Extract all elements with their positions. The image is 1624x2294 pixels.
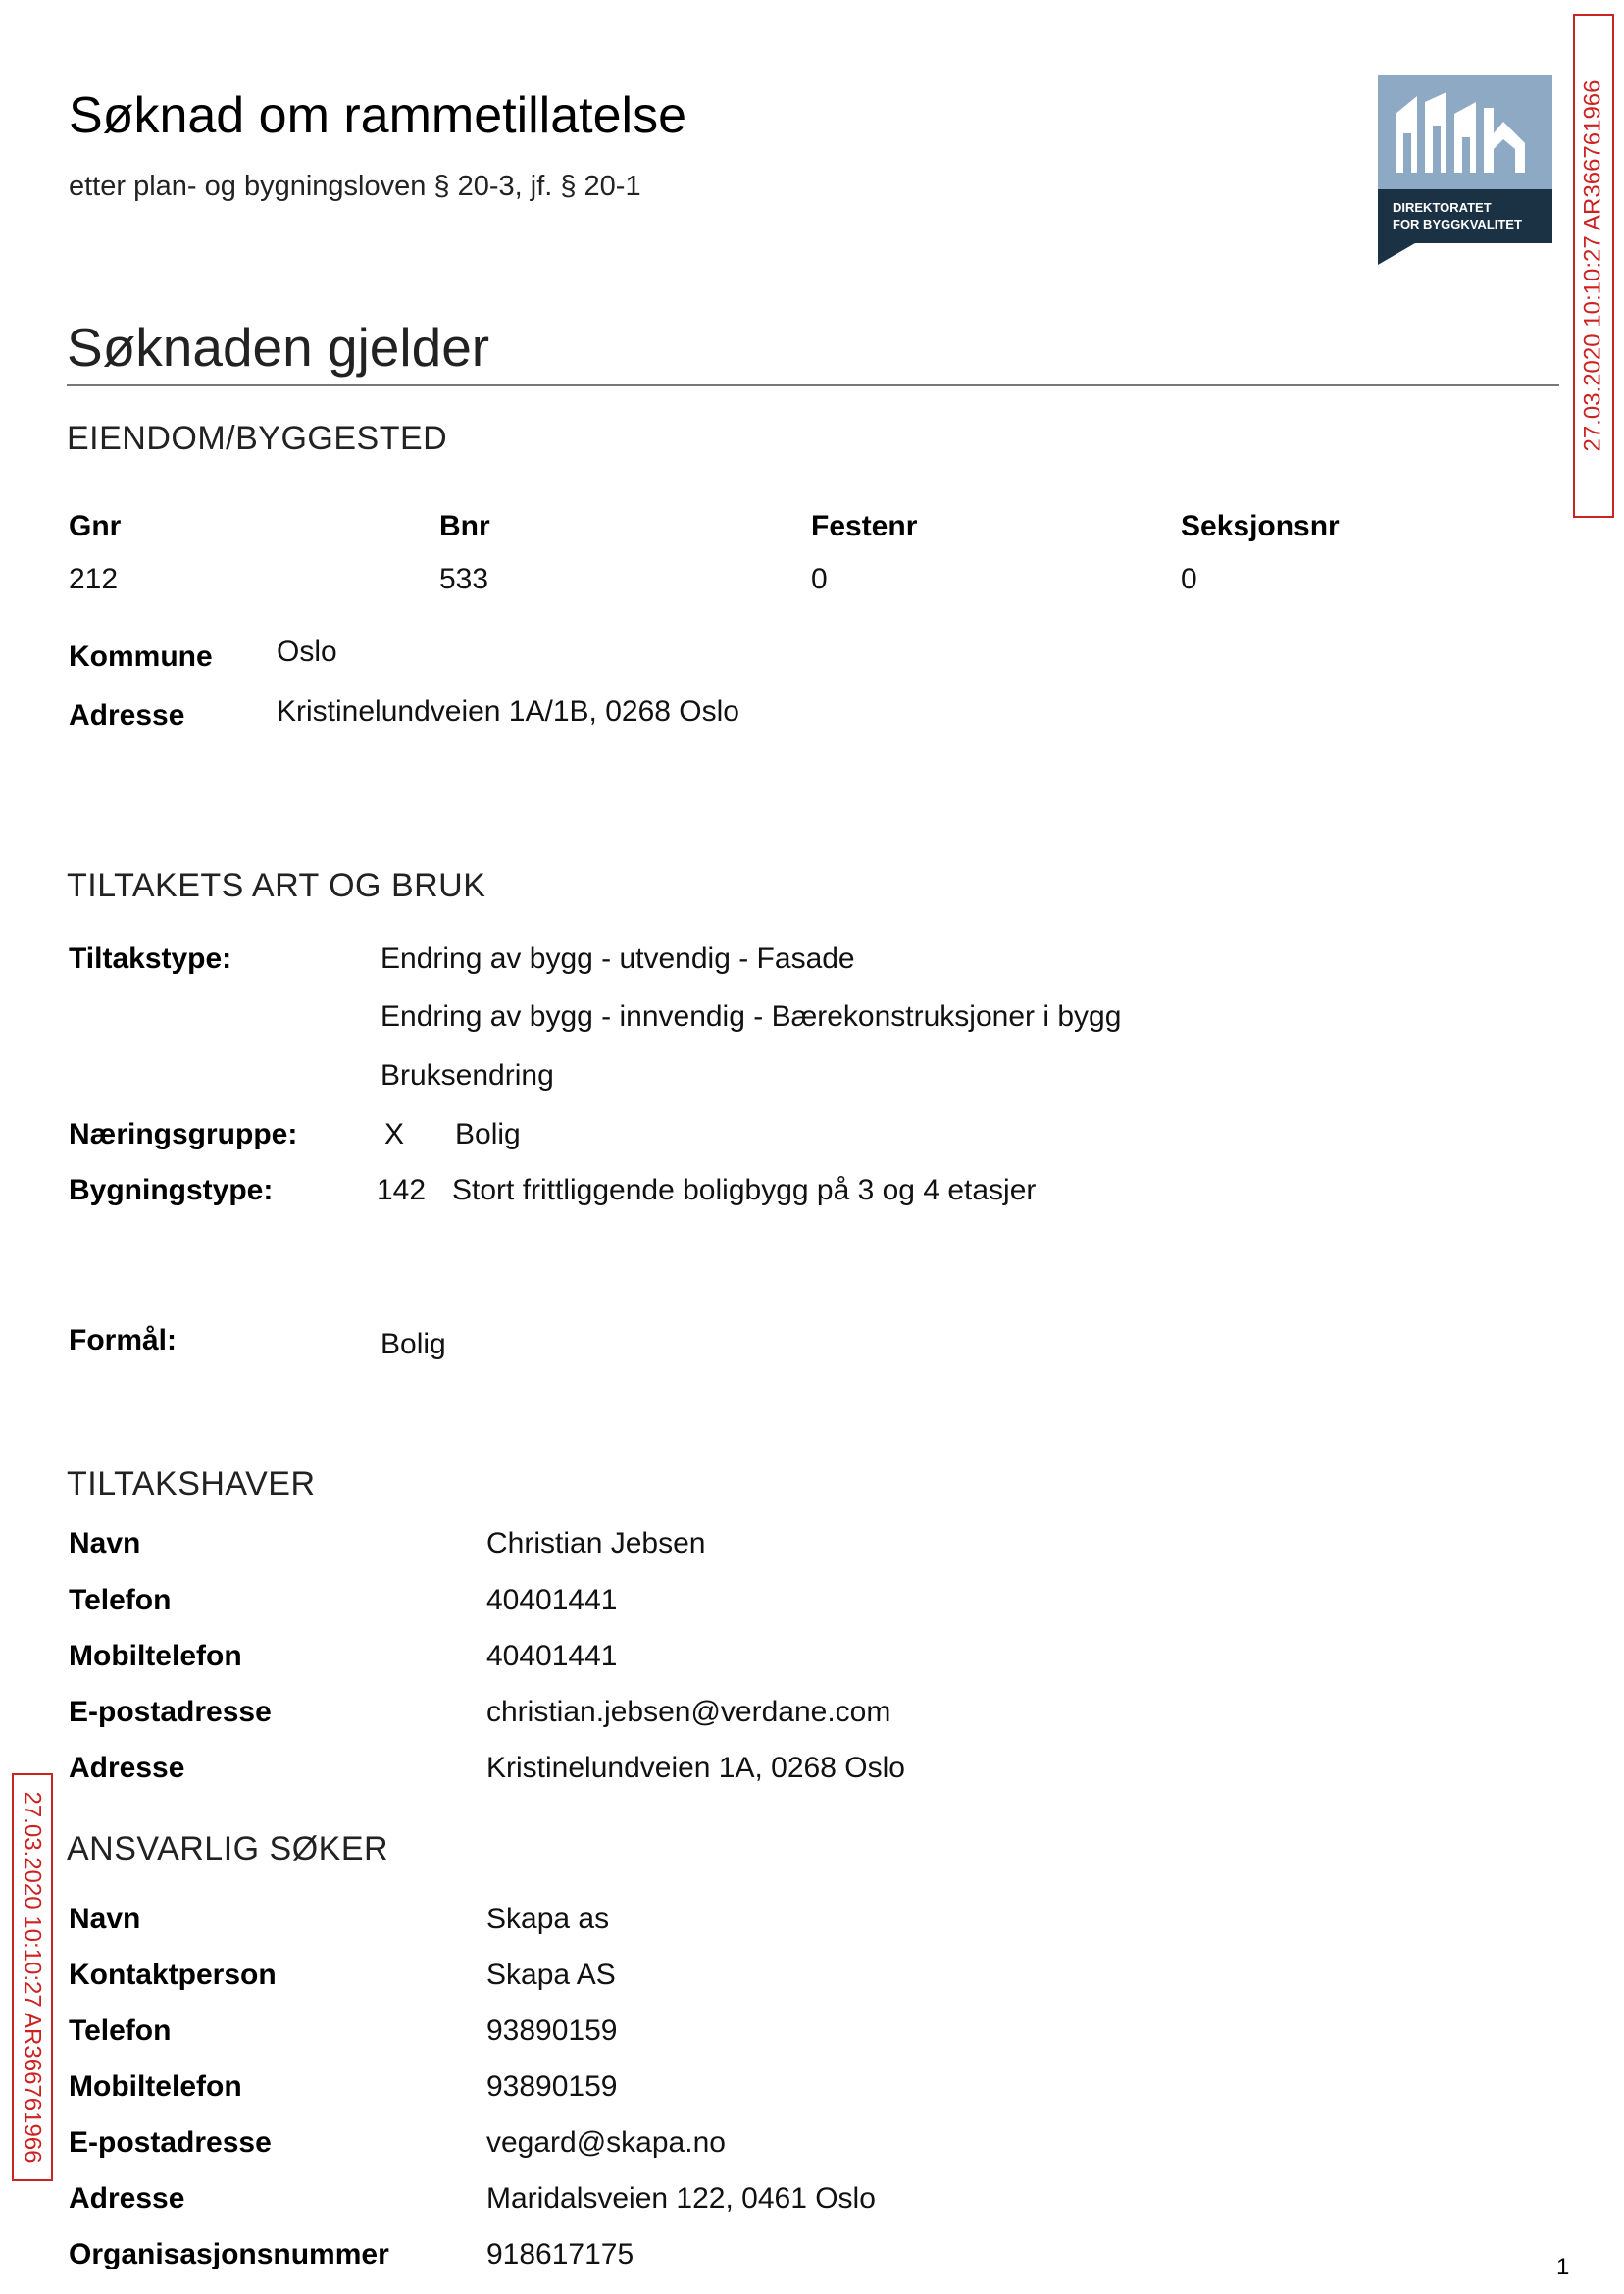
tiltakshaver-label: Telefon (69, 1584, 172, 1616)
timestamp-stamp-right: 27.03.2020 10:10:27 AR366761966 (1573, 14, 1614, 518)
logo-text-line1: DIREKTORATET (1393, 200, 1492, 215)
label-naeringsgruppe: Næringsgruppe: (69, 1118, 298, 1150)
tiltakstype-item: Bruksendring (381, 1059, 554, 1092)
value-bnr: 533 (439, 563, 489, 595)
tiltakshaver-value: 40401441 (486, 1640, 618, 1672)
tiltakshaver-label: E-postadresse (69, 1696, 272, 1728)
heading-tiltakshaver: TILTAKSHAVER (67, 1465, 316, 1503)
soker-value: 918617175 (486, 2238, 634, 2270)
logo-text-line2: FOR BYGGKVALITET (1393, 217, 1522, 231)
tiltakstype-item: Endring av bygg - utvendig - Fasade (381, 943, 855, 975)
naeringsgruppe-code: X (384, 1118, 405, 1150)
bygningstype-value: Stort frittliggende boligbygg på 3 og 4 etasjer (452, 1174, 1037, 1206)
tiltakstype-item: Endring av bygg - innvendig - Bærekonstruksjoner i bygg (381, 1000, 1122, 1033)
soker-label: Organisasjonsnummer (69, 2238, 389, 2270)
timestamp-stamp-left: 27.03.2020 10:10:27 AR366761966 (12, 1773, 53, 2181)
heading-tiltak: TILTAKETS ART OG BRUK (67, 867, 486, 904)
tiltakshaver-value: 40401441 (486, 1584, 618, 1616)
tiltakshaver-label: Navn (69, 1527, 141, 1559)
soker-label: E-postadresse (69, 2126, 272, 2159)
value-festenr: 0 (811, 563, 828, 595)
tiltakshaver-value: christian.jebsen@verdane.com (486, 1696, 891, 1728)
soker-label: Telefon (69, 2014, 172, 2047)
label-gnr: Gnr (69, 510, 122, 542)
label-tiltakstype: Tiltakstype: (69, 943, 232, 975)
value-adresse: Kristinelundveien 1A/1B, 0268 Oslo (277, 695, 739, 728)
label-adresse: Adresse (69, 699, 185, 732)
document-subtitle: etter plan- og bygningsloven § 20-3, jf. § 20-1 (69, 171, 641, 202)
value-kommune: Oslo (277, 636, 337, 668)
heading-eiendom: EIENDOM/BYGGESTED (67, 420, 448, 457)
page-number: 1 (1556, 2254, 1570, 2280)
dibk-logo (1378, 75, 1552, 265)
soker-label: Navn (69, 1903, 141, 1935)
value-formal: Bolig (381, 1328, 446, 1360)
document-title: Søknad om rammetillatelse (69, 87, 686, 144)
soker-value: Maridalsveien 122, 0461 Oslo (486, 2182, 876, 2215)
soker-value: Skapa AS (486, 1959, 616, 1991)
tiltakshaver-value: Kristinelundveien 1A, 0268 Oslo (486, 1752, 905, 1784)
label-seksjonsnr: Seksjonsnr (1181, 510, 1340, 542)
tiltakshaver-label: Mobiltelefon (69, 1640, 242, 1672)
section-divider (67, 384, 1559, 386)
value-seksjonsnr: 0 (1181, 563, 1197, 595)
label-kommune: Kommune (69, 640, 213, 673)
label-bygningstype: Bygningstype: (69, 1174, 274, 1206)
tiltakshaver-value: Christian Jebsen (486, 1527, 706, 1559)
logo-buildings-icon (1378, 75, 1552, 189)
heading-ansvarlig-soker: ANSVARLIG SØKER (67, 1830, 389, 1867)
soker-label: Adresse (69, 2182, 185, 2215)
tiltakshaver-label: Adresse (69, 1752, 185, 1784)
label-festenr: Festenr (811, 510, 918, 542)
soker-value: 93890159 (486, 2070, 618, 2103)
label-bnr: Bnr (439, 510, 490, 542)
soker-value: 93890159 (486, 2014, 618, 2047)
soker-value: vegard@skapa.no (486, 2126, 726, 2159)
soker-label: Mobiltelefon (69, 2070, 242, 2103)
soker-value: Skapa as (486, 1903, 610, 1935)
naeringsgruppe-value: Bolig (455, 1118, 521, 1150)
bygningstype-code: 142 (377, 1174, 427, 1206)
value-gnr: 212 (69, 563, 119, 595)
soker-label: Kontaktperson (69, 1959, 277, 1991)
label-formal: Formål: (69, 1324, 178, 1356)
section-title: Søknaden gjelder (67, 317, 490, 378)
